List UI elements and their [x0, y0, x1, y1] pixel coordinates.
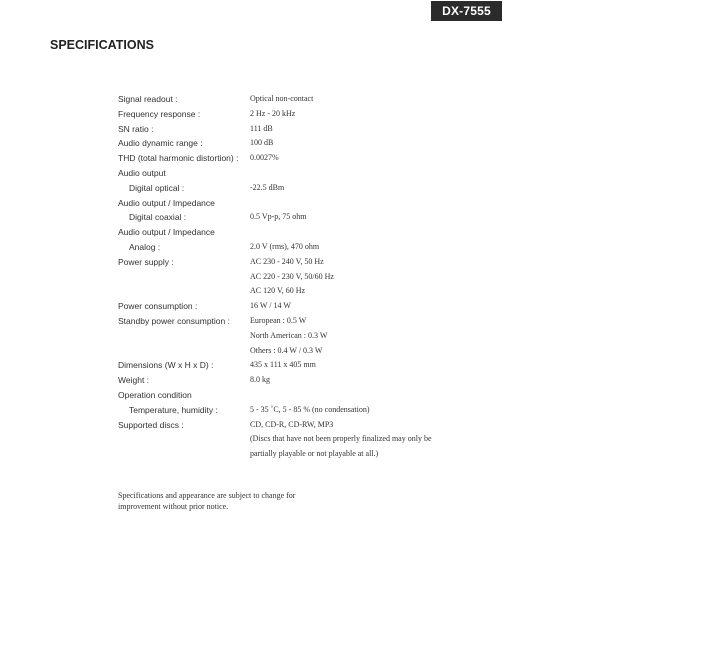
spec-value: North American : 0.3 W — [250, 330, 328, 340]
spec-row — [118, 136, 518, 151]
spec-row — [118, 240, 518, 255]
spec-row — [118, 314, 518, 329]
spec-value: 16 W / 14 W — [250, 301, 291, 311]
spec-label: Analog : — [129, 241, 161, 252]
spec-label: Temperature, humidity : — [129, 404, 218, 415]
spec-value: AC 220 - 230 V, 50/60 Hz — [250, 271, 334, 281]
spec-value: 2 Hz - 20 kHz — [250, 108, 296, 118]
spec-row — [118, 181, 518, 196]
spec-label: Standby power consumption : — [118, 315, 230, 326]
spec-row — [118, 122, 518, 137]
spec-row — [118, 166, 518, 181]
footnote — [118, 491, 295, 512]
spec-row — [118, 92, 518, 107]
spec-value: European : 0.5 W — [250, 315, 307, 325]
spec-row — [118, 225, 518, 240]
spec-row — [118, 344, 518, 359]
spec-value: -22.5 dBm — [250, 182, 285, 192]
spec-list — [118, 92, 518, 462]
spec-row — [118, 210, 518, 225]
spec-label: Audio dynamic range : — [118, 138, 203, 149]
spec-label: Signal readout : — [118, 94, 178, 104]
spec-value: Optical non-contact — [250, 94, 314, 103]
spec-row — [118, 299, 518, 314]
footnote-line-1: Specifications and appearance are subject to change for — [118, 491, 296, 500]
spec-row — [118, 107, 518, 122]
spec-row — [118, 329, 518, 344]
spec-value: 435 x 111 x 405 mm — [250, 360, 316, 370]
page-title: SPECIFICATIONS — [50, 38, 154, 52]
spec-row — [118, 151, 518, 166]
spec-row — [118, 284, 518, 299]
spec-row — [118, 447, 518, 462]
spec-value: AC 230 - 240 V, 50 Hz — [250, 256, 324, 266]
spec-row — [118, 373, 518, 388]
spec-value: CD, CD-R, CD-RW, MP3 — [250, 419, 334, 429]
spec-label: Digital optical : — [129, 182, 185, 193]
spec-row — [118, 196, 518, 211]
spec-row — [118, 388, 518, 403]
spec-label: THD (total harmonic distortion) : — [118, 153, 239, 164]
spec-value: 5 - 35 ˚C, 5 - 85 % (no condensation) — [250, 404, 370, 414]
spec-value: 100 dB — [250, 138, 274, 148]
spec-row — [118, 418, 518, 433]
spec-label: Operation condition — [118, 389, 192, 400]
spec-row — [118, 403, 518, 418]
spec-label: Supported discs : — [118, 419, 184, 430]
footnote-line-2: improvement without prior notice. — [118, 501, 229, 511]
spec-label: Audio output / Impedance — [118, 197, 215, 208]
spec-value: 111 dB — [250, 123, 273, 133]
spec-value: 0.5 Vp-p, 75 ohm — [250, 212, 307, 222]
spec-value: 8.0 kg — [250, 375, 270, 385]
spec-label: Digital coaxial : — [129, 212, 187, 223]
spec-value: partially playable or not playable at all.) — [250, 449, 379, 459]
spec-row — [118, 358, 518, 373]
spec-label: Audio output / Impedance — [118, 227, 215, 238]
spec-value: (Discs that have not been properly finalized may only be — [250, 434, 432, 444]
model-badge: DX-7555 — [431, 1, 502, 21]
spec-label: Audio output — [118, 167, 166, 178]
spec-value: Others : 0.4 W / 0.3 W — [250, 345, 323, 355]
spec-label: SN ratio : — [118, 123, 154, 134]
spec-row — [118, 432, 518, 447]
spec-row — [118, 255, 518, 270]
spec-label: Frequency response : — [118, 108, 201, 119]
spec-label: Power supply : — [118, 256, 174, 267]
spec-value: 0.0027% — [250, 153, 279, 163]
spec-label: Weight : — [118, 375, 150, 386]
spec-label: Power consumption : — [118, 301, 198, 312]
spec-row — [118, 270, 518, 285]
spec-value: 2.0 V (rms), 470 ohm — [250, 241, 320, 251]
spec-value: AC 120 V, 60 Hz — [250, 286, 306, 296]
spec-label: Dimensions (W x H x D) : — [118, 360, 214, 371]
